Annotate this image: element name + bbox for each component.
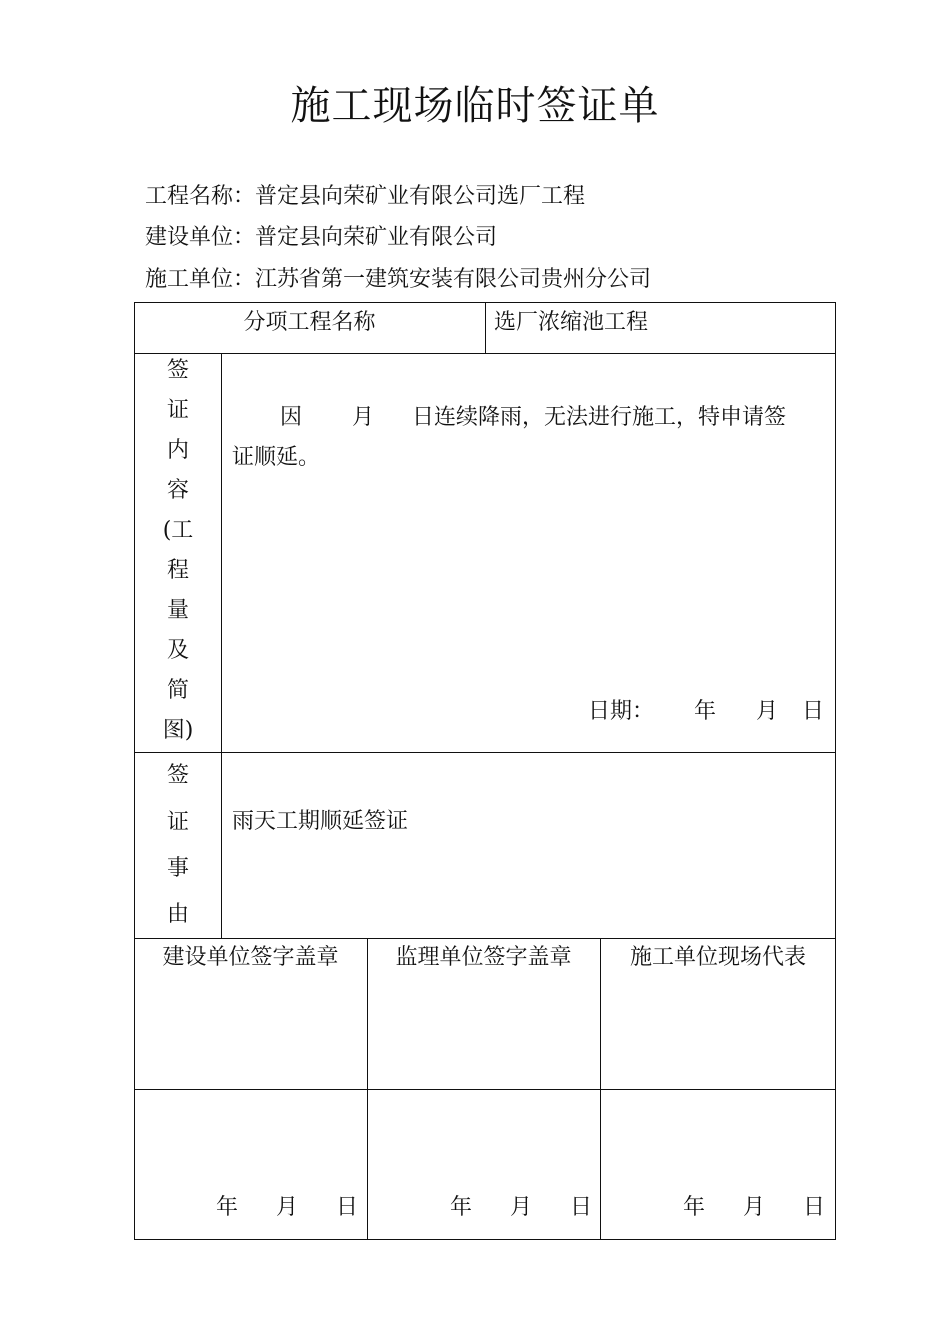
content-label-char: 容	[166, 478, 189, 503]
content-label-char: 内	[166, 438, 189, 463]
row-divider	[134, 1089, 836, 1090]
content-label-char: (工	[162, 518, 194, 543]
reason-label-char: 签	[166, 763, 189, 788]
content-date-label: 日期：	[588, 699, 655, 724]
content-label-char: 程	[166, 558, 189, 583]
client-sign-month: 月	[276, 1195, 299, 1220]
project-name-value: 普定县向荣矿业有限公司选厂工程	[255, 184, 586, 209]
reason-text: 雨天工期顺延签证	[232, 809, 409, 834]
contractor-rep-label: 施工单位现场代表	[629, 945, 806, 970]
project-name-line	[145, 181, 585, 213]
client-label: 建设单位：	[145, 225, 256, 250]
content-text-line2: 证顺延。	[232, 445, 321, 470]
client-signature-label: 建设单位签字盖章	[162, 945, 339, 970]
contractor-sign-day: 日	[803, 1195, 826, 1220]
content-date-day: 日	[802, 699, 825, 724]
supervisor-sign-day: 日	[570, 1195, 593, 1220]
project-name-label: 工程名称：	[145, 184, 256, 209]
column-divider	[485, 302, 486, 353]
column-divider	[367, 938, 368, 1240]
content-yin: 因	[280, 405, 303, 430]
content-label-char: 量	[166, 598, 189, 623]
reason-label-char: 事	[166, 856, 189, 881]
contractor-line	[145, 264, 651, 296]
contractor-sign-month: 月	[743, 1195, 766, 1220]
client-sign-year: 年	[216, 1195, 239, 1220]
supervisor-sign-year: 年	[450, 1195, 473, 1220]
content-date-month: 月	[756, 699, 779, 724]
content-date-year: 年	[694, 699, 717, 724]
row-divider	[134, 353, 836, 354]
content-label-char: 签	[166, 358, 189, 383]
subitem-value: 选厂浓缩池工程	[494, 310, 649, 335]
supervisor-sign-month: 月	[510, 1195, 533, 1220]
reason-label-char: 由	[166, 902, 189, 927]
client-line	[145, 222, 497, 254]
client-value: 普定县向荣矿业有限公司	[255, 225, 498, 250]
contractor-sign-year: 年	[683, 1195, 706, 1220]
content-month: 月	[352, 405, 375, 430]
column-divider	[600, 938, 601, 1240]
content-text: 日连续降雨，无法进行施工，特申请签	[412, 405, 787, 430]
row-divider	[134, 938, 836, 939]
client-sign-day: 日	[336, 1195, 359, 1220]
document-title: 施工现场临时签证单	[290, 83, 660, 129]
content-label-char: 简	[166, 678, 189, 703]
row-divider	[134, 752, 836, 753]
content-label-char: 及	[166, 638, 189, 663]
supervisor-signature-label: 监理单位签字盖章	[395, 945, 572, 970]
content-label-char: 证	[166, 398, 189, 423]
contractor-value: 江苏省第一建筑安装有限公司贵州分公司	[255, 267, 652, 292]
reason-label-char: 证	[166, 810, 189, 835]
subitem-label: 分项工程名称	[243, 310, 376, 335]
contractor-label: 施工单位：	[145, 267, 256, 292]
content-label-char: 图)	[162, 718, 194, 743]
